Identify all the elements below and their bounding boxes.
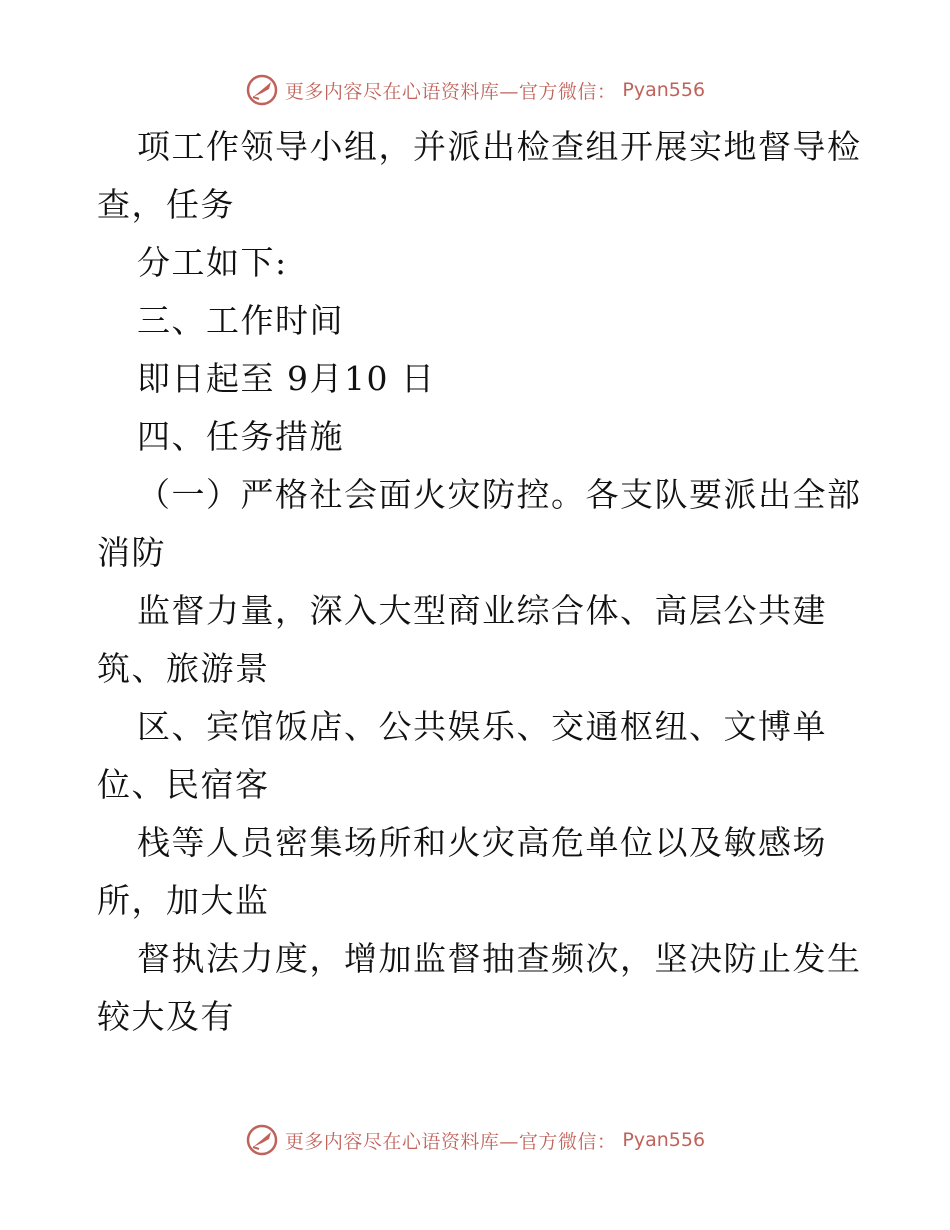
footer-watermark — [0, 1120, 950, 1160]
paragraph-line: 分工如下: — [137, 243, 288, 282]
paragraph-line: 较大及有 — [97, 997, 235, 1036]
paragraph-line: 栈等人员密集场所和火灾高危单位以及敏感场 — [137, 823, 827, 862]
paragraph-line: 项工作领导小组，并派出检查组开展实地督导检 — [137, 127, 862, 166]
paragraph-line: 所，加大监 — [97, 881, 270, 920]
watermark-text: 更多内容尽在心语资料库—官方微信： — [284, 1130, 617, 1153]
paragraph-line: 三、工作时间 — [137, 301, 344, 340]
paragraph-line: 查，任务 — [97, 185, 235, 224]
pen-nib-icon — [245, 1123, 279, 1157]
paragraph-line: 区、宾馆饭店、公共娱乐、交通枢纽、文博单 — [137, 707, 827, 746]
watermark-wechat-id: Pyan556 — [622, 1129, 706, 1151]
header-watermark — [0, 70, 950, 110]
pen-nib-icon — [245, 73, 279, 107]
paragraph-line: 督执法力度，增加监督抽查频次，坚决防止发生 — [137, 939, 862, 978]
paragraph-line: 筑、旅游景 — [97, 649, 270, 688]
paragraph-line: （一）严格社会面火灾防控。各支队要派出全部 — [137, 475, 862, 514]
paragraph-line: 四、任务措施 — [137, 417, 344, 456]
paragraph-line: 监督力量，深入大型商业综合体、高层公共建 — [137, 591, 827, 630]
watermark-wechat-id: Pyan556 — [622, 79, 706, 101]
paragraph-line: 位、民宿客 — [97, 765, 270, 804]
paragraph-line: 消防 — [97, 533, 166, 572]
document-body — [97, 118, 877, 1046]
paragraph-line: 即日起至 9月10 日 — [137, 359, 436, 398]
watermark-text: 更多内容尽在心语资料库—官方微信： — [284, 80, 617, 103]
